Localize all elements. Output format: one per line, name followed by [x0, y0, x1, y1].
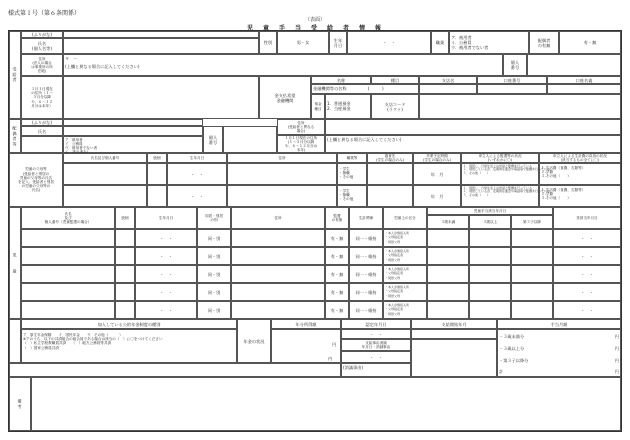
child-cost-field[interactable]: 同一・維持 — [349, 229, 383, 247]
child-cohab-field[interactable]: 同・別 — [197, 301, 231, 319]
other-cost-option: ２.学費 — [541, 170, 553, 175]
occupation-option: ウ．被用者でない者 — [451, 45, 489, 50]
bank-header-name: 名称 — [311, 76, 371, 84]
start-month-field[interactable] — [411, 329, 497, 339]
other-cost-option: １.生活費（食費、衣類等） — [541, 188, 586, 192]
spouse-address-field[interactable] — [325, 119, 621, 135]
other-header-birth: 生年月日 — [167, 153, 227, 163]
child-relation-field[interactable] — [115, 229, 135, 247]
holder-field[interactable] — [547, 84, 621, 94]
bank-header-holder: 口座名義 — [547, 76, 621, 84]
account-type-label: 預金 種目 — [311, 94, 325, 119]
occupation-option: ア．被用者 — [451, 35, 472, 40]
income-yen: 円 — [332, 342, 337, 347]
form-side: （表面） — [304, 17, 325, 23]
child-third-field[interactable] — [511, 301, 553, 319]
child-third-field[interactable] — [511, 283, 553, 301]
children-section-label: 児 童 — [9, 207, 21, 319]
child-category-option: ・同居父母 — [385, 293, 401, 298]
child-relation-field[interactable] — [115, 283, 135, 301]
child-category-option: ・同居父母 — [385, 275, 401, 280]
terminate-reason-label: (消滅事由) — [343, 364, 364, 370]
child-over3-field[interactable] — [469, 283, 511, 301]
bank-name-field[interactable] — [311, 84, 419, 94]
other-address-field[interactable] — [227, 185, 337, 207]
form-frame — [8, 30, 622, 432]
income-inner: 内 — [328, 356, 333, 361]
spouse-occupation-option: ア．被用者 — [65, 137, 83, 142]
other-status-option: ・その他 — [339, 197, 354, 202]
other-status-option: ・無職 — [339, 193, 350, 198]
pension-line: （ ）国家公務員共済 — [23, 345, 59, 350]
other-care-option: １．別居し、日常生活上の世話と監護を行っている — [463, 163, 533, 168]
amount-over3-yen: 円 — [614, 346, 619, 351]
child-category-option: ・父母指定者 — [385, 289, 404, 294]
other-care-option: ２．別居しているが、定期的な面会や電話等で監護を行っている — [463, 167, 551, 172]
form-title: 児 童 手 当 受 給 者 情 報 — [246, 25, 383, 32]
amount-third-label: ・第３子以降分 — [499, 358, 529, 363]
child-cost-field[interactable]: 同一・維持 — [349, 283, 383, 301]
child-header-cutoff: 非該当年月日 — [553, 207, 621, 229]
other-cost-options[interactable] — [539, 185, 621, 207]
child-relation-field[interactable] — [115, 301, 135, 319]
child-category-options[interactable] — [383, 283, 427, 301]
recipient-furigana-field[interactable] — [63, 31, 259, 38]
other-header-relation: 続柄 — [147, 153, 167, 163]
child-care-field[interactable]: 有・無 — [325, 247, 349, 265]
other-address-field[interactable] — [227, 163, 337, 185]
child-cutoff-field[interactable]: ・ ・ — [553, 301, 621, 319]
pension-line: （ ）私立学校教職員共済 （ ）地方公務員等共済 — [23, 341, 112, 346]
spouse-occupation-options[interactable] — [63, 136, 203, 153]
child-third-field[interactable] — [511, 247, 553, 265]
amount-total-yen: 円 — [614, 369, 619, 374]
child-birth-field[interactable]: ・ ・ — [135, 265, 197, 283]
child-header-under3: ３歳未満 — [427, 215, 469, 229]
pension-options[interactable] — [21, 329, 237, 363]
child-birth-field[interactable]: ・ ・ — [135, 301, 197, 319]
other-birth-field[interactable]: ・ ・ — [167, 185, 227, 207]
child-category-option: ・父母指定者 — [385, 253, 404, 258]
gender-options[interactable]: 男・女 — [277, 31, 329, 54]
child-birth-field[interactable]: ・ ・ — [135, 247, 197, 265]
child-name-field[interactable] — [21, 229, 115, 247]
pension-left-blank — [9, 319, 21, 363]
child-cutoff-field[interactable]: ・ ・ — [553, 247, 621, 265]
amount-under3-label: ・３歳未満分 — [499, 334, 525, 339]
child-over3-field[interactable] — [469, 301, 511, 319]
other-cost-option: ３.その他（ ） — [541, 174, 571, 179]
child-care-field[interactable]: 有・無 — [325, 229, 349, 247]
amount-total-label: 計 — [499, 369, 504, 374]
child-header-name: 氏名 及び 個人番号（児童監護の場合） — [21, 207, 115, 229]
child-over3-field[interactable] — [469, 229, 511, 247]
start-month-label: 支給開始年月 — [411, 319, 497, 329]
bank-branch-code: ( ) — [367, 85, 384, 91]
child-under3-field[interactable] — [427, 247, 469, 265]
child-cost-field[interactable]: 同一・維持 — [349, 265, 383, 283]
pension-line: ※アのうち、以下の共済組合の組合員である場合は該当の（ ）に〇をつけてください — [23, 337, 163, 342]
birth-field[interactable]: ・ ・ — [347, 31, 431, 54]
child-care-field[interactable]: 有・無 — [325, 265, 349, 283]
spouse-furigana-field[interactable] — [63, 119, 203, 126]
child-cost-field[interactable]: 同一・維持 — [349, 247, 383, 265]
other-status-option: ・その他 — [339, 175, 354, 180]
other-header-status: 職業等 — [337, 153, 367, 163]
child-header-birth: 生年月日 — [135, 207, 197, 229]
bank-header-type: 種目 — [371, 76, 419, 84]
amount-breakdown[interactable] — [497, 329, 621, 377]
other-header-address: 住所 — [227, 153, 337, 163]
child-address-field[interactable] — [231, 283, 325, 301]
occupation-options[interactable] — [449, 31, 529, 54]
child-category-option: ・本人が施設入所 — [385, 248, 410, 253]
amount-over3-label: ・３歳以上分 — [499, 346, 525, 351]
bank-header-branch: 支店名 — [419, 76, 477, 84]
spouse-personal-no-label: 個人 番号 — [203, 126, 223, 153]
other-header-school: 養育先 (学生の場合のみ) — [367, 153, 413, 163]
other-grad-field[interactable]: 年 月 — [413, 163, 461, 185]
other-header-name: 氏名及び個人番号 — [63, 153, 147, 163]
child-birth-field[interactable]: ・ ・ — [135, 229, 197, 247]
pension-status-label: 年金の状況 — [237, 319, 271, 363]
child-header-over3: ３歳以上 — [469, 215, 511, 229]
other-name-field[interactable] — [63, 185, 147, 207]
spouse-label: 配偶者 の有無 — [529, 31, 559, 54]
child-header-count: 児童手当該当年月日 — [427, 207, 553, 215]
other-birth-field[interactable]: ・ ・ — [167, 163, 227, 185]
personal-no-label: 個人 番号 — [503, 54, 527, 76]
child-third-field[interactable] — [511, 229, 553, 247]
child-header-relation: 続柄 — [115, 207, 135, 229]
account-field[interactable] — [477, 84, 547, 94]
pension-header: 加入している公的年金制度の種別 — [21, 319, 237, 329]
personal-no-field[interactable] — [527, 54, 621, 76]
other-care-option: １．別居し、日常生活上の世話と監護を行っている — [463, 185, 533, 190]
spouse-address-note: (上欄と異なる場合に記入してください) — [327, 136, 402, 142]
child-address-field[interactable] — [231, 229, 325, 247]
income-label: 年分所得額 — [271, 319, 341, 329]
recipient-furigana-label: (ふりがな) — [21, 31, 63, 38]
child-header-cost: 生計関係 — [349, 207, 383, 229]
child-care-field[interactable]: 有・無 — [325, 301, 349, 319]
other-grad-field[interactable]: 年 月 — [413, 185, 461, 207]
child-category-option: ・同居父母 — [385, 311, 401, 316]
other-status-options[interactable] — [337, 185, 367, 207]
bank-header-account: 口座番号 — [477, 76, 547, 84]
child-cohab-field[interactable]: 同・別 — [197, 247, 231, 265]
bank-extra-field[interactable] — [419, 94, 621, 119]
other-status-option: ・無職 — [339, 171, 350, 176]
other-header-grad: 卒業予定時期 (学生の場合のみ) — [413, 153, 461, 163]
child-header-category: 児童上の区分 — [383, 207, 427, 229]
other-relation-field[interactable] — [147, 185, 167, 207]
spouse-section-label: 配偶者等 — [9, 119, 21, 153]
other-header-cost: 申立人による生計費の負担の状況 (該当するもの全てに〇) — [539, 153, 621, 163]
child-birth-field[interactable]: ・ ・ — [135, 283, 197, 301]
other-school-field[interactable] — [367, 163, 413, 185]
recipient-section-label: 受給者 — [9, 31, 21, 119]
amount-third-yen: 円 — [614, 358, 619, 363]
birth-label: 生年 月日 — [329, 31, 347, 54]
recipient-name-label: 氏名 (個人名等) — [21, 38, 63, 54]
address-label: 住所 (法人の場合 は事業所の所 在地) — [21, 54, 63, 76]
child-header-address: 住所 — [231, 207, 325, 229]
gender-label: 性別 — [259, 31, 277, 54]
spouse-name-field[interactable] — [63, 126, 203, 136]
child-category-option: ・同居父母 — [385, 239, 401, 244]
other-status-option: ・学生 — [339, 189, 350, 193]
occupation-option: イ．公務員 — [451, 40, 472, 45]
child-category-option: ・本人が施設入所 — [385, 230, 410, 235]
child-relation-field[interactable] — [115, 265, 135, 283]
other-status-options[interactable] — [337, 163, 367, 185]
child-address-field[interactable] — [231, 301, 325, 319]
other-care-option: ３．その他（ ） — [463, 170, 491, 175]
child-category-options[interactable] — [383, 229, 427, 247]
other-name-field[interactable] — [63, 163, 147, 185]
branch-field[interactable] — [419, 84, 477, 94]
bank-name-label: 金融機関等の名称 — [313, 85, 347, 91]
child-relation-field[interactable] — [115, 247, 135, 265]
account-type-options[interactable] — [325, 94, 371, 119]
other-header-care: 申立人による監護等の状況 (いずれかに〇) — [461, 153, 539, 163]
child-under3-field[interactable] — [427, 265, 469, 283]
child-category-option: ・父母指定者 — [385, 271, 404, 276]
other-cost-options[interactable] — [539, 163, 621, 185]
start-month-extra[interactable] — [411, 339, 497, 377]
child-header-third: 第３子以降 — [511, 215, 553, 229]
spouse-personal-no-field[interactable] — [223, 126, 277, 153]
child-category-option: ・同居父母 — [385, 257, 401, 262]
other-relation-field[interactable] — [147, 163, 167, 185]
child-under3-field[interactable] — [427, 301, 469, 319]
pension-line: ア．厚生年金保険 イ．国民年金 ウ．その他（ ） — [23, 333, 123, 337]
child-under3-field[interactable] — [427, 229, 469, 247]
child-address-field[interactable] — [231, 265, 325, 283]
address-field[interactable] — [63, 54, 503, 76]
income-field[interactable] — [271, 329, 341, 363]
child-cutoff-field[interactable]: ・ ・ — [553, 265, 621, 283]
child-cutoff-field[interactable]: ・ ・ — [553, 283, 621, 301]
other-school-field[interactable] — [367, 185, 413, 207]
child-header-care: 監護 の有無 — [325, 207, 349, 229]
terminate-reason-field[interactable] — [341, 363, 411, 377]
child-name-field[interactable] — [21, 283, 115, 301]
account-type-option: 1．普通預金 — [327, 101, 351, 106]
child-address-field[interactable] — [231, 247, 325, 265]
other-cost-option: １.生活費（食費、衣類等） — [541, 166, 586, 170]
spouse-address-label: 住所 (受給者と異なる 場合) — [277, 119, 325, 135]
amount-under3-yen: 円 — [614, 334, 619, 339]
other-care-option: ３．その他（ ） — [463, 192, 491, 197]
child-care-field[interactable]: 有・無 — [325, 283, 349, 301]
child-cutoff-field[interactable]: ・ ・ — [553, 229, 621, 247]
form-number: 様式第１号（第６条関係） — [8, 10, 81, 17]
child-category-options[interactable] — [383, 247, 427, 265]
child-category-option: ・本人が施設入所 — [385, 284, 410, 289]
recipient-name-field[interactable] — [63, 38, 259, 54]
jan1-address-field[interactable] — [63, 76, 259, 119]
child-category-options[interactable] — [383, 265, 427, 283]
spouse-occupation-option: ウ．被用者でない者 — [65, 145, 98, 150]
child-under3-field[interactable] — [427, 283, 469, 301]
occupation-label: 職業 — [431, 31, 449, 54]
account-type-option: 2．当座預金 — [327, 106, 351, 111]
child-cost-field[interactable]: 同一・維持 — [349, 301, 383, 319]
bottom-spacer — [9, 363, 341, 377]
child-name-field[interactable] — [21, 247, 115, 265]
remarks-label: 備考 — [9, 377, 31, 431]
address-note: (上欄と異なる場合に記入してください) — [65, 63, 140, 69]
decide-date-field[interactable]: ・ ・ — [341, 329, 411, 339]
child-category-option: ・本人が施設入所 — [385, 266, 410, 271]
child-category-options[interactable] — [383, 301, 427, 319]
spouse-options[interactable]: 有・無 — [559, 31, 621, 54]
other-parent-section-label: 児童の父母等 (受給者と別居の 児童の父母等の氏名 を記入、受給者と別居 の児童の父母等の 氏名) — [9, 153, 63, 207]
spouse-furigana-label: (ふりがな) — [21, 119, 63, 126]
other-care-option: ２．別居しているが、定期的な面会や電話等で監護を行っている — [463, 189, 551, 194]
child-cohab-field[interactable]: 同・別 — [197, 283, 231, 301]
child-cohab-field[interactable]: 同・別 — [197, 265, 231, 283]
child-name-field[interactable] — [21, 301, 115, 319]
spouse-jan1-label: １月１日現在の住所 (１～５月分以降 や、６～１２月分は 本年) — [277, 135, 325, 153]
child-category-option: ・父母指定者 — [385, 235, 404, 240]
decide-date-label: 認定年月日 — [341, 319, 411, 329]
bank-section-label: 金支払希望 金融機関 — [259, 76, 311, 119]
branch-code-label: 支店コード (ラクト) — [371, 94, 419, 119]
child-category-option: ・父母指定者 — [385, 307, 404, 312]
spouse-occupation-option: エ．該当者なし — [65, 150, 91, 155]
child-cohab-field[interactable]: 同・別 — [197, 229, 231, 247]
spouse-jan1-field[interactable] — [325, 135, 621, 153]
child-third-field[interactable] — [511, 265, 553, 283]
spouse-occupation-blank — [21, 136, 63, 153]
child-over3-field[interactable] — [469, 265, 511, 283]
child-header-cohab: 同居・別居 の別 — [197, 207, 231, 229]
remarks-field[interactable] — [31, 377, 621, 431]
child-over3-field[interactable] — [469, 247, 511, 265]
spouse-occupation-option: イ．公務員 — [65, 141, 83, 146]
other-status-option: ・学生 — [339, 167, 350, 171]
jan1-address-label: １月１日現在 の住所（１～ ５月分以降 や、６～１２ 月分は本年） — [21, 76, 63, 119]
terminate-label: 支給事由消滅 年月日・消滅事由 — [341, 339, 411, 351]
other-cost-option: ２.学費 — [541, 192, 553, 197]
terminate-date-field[interactable]: ・ ・ — [341, 351, 411, 363]
postal-mark: 〒 － — [65, 55, 78, 61]
child-category-option: ・本人が施設入所 — [385, 302, 410, 307]
child-name-field[interactable] — [21, 265, 115, 283]
other-cost-option: ３.その他（ ） — [541, 196, 571, 201]
amount-label: 手当月額 — [497, 319, 621, 329]
spouse-name-label: 氏名 — [21, 126, 63, 136]
